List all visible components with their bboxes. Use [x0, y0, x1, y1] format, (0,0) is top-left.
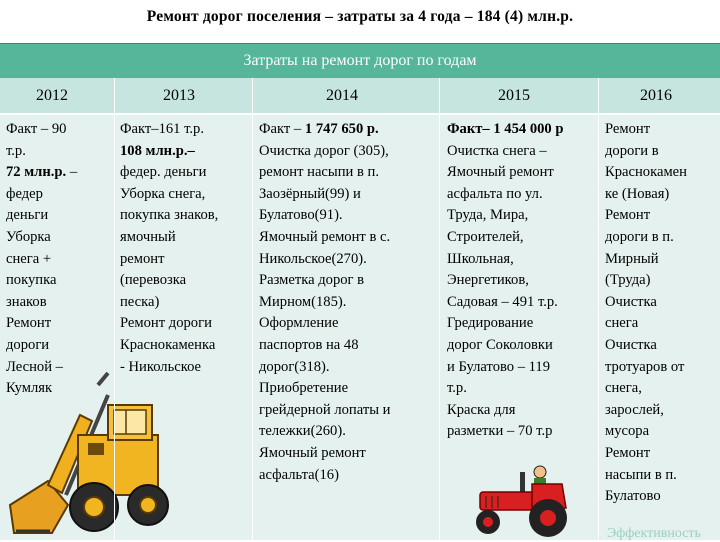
- cell-2016-text: Ремонт дороги в Краснокамен ке (Новая) Ремонт дороги в п. Мирный (Труда) Очистка снега Очистка тротуаров от снега, зарослей, мусора Ремонт насыпи в п. Булатово: [605, 121, 687, 505]
- column-divider-4: [598, 78, 599, 540]
- cell-2015-bold: Факт– 1 454 000 р: [447, 121, 564, 137]
- cell-2013: [120, 119, 218, 378]
- year-header-2012: 2012: [36, 87, 68, 104]
- cell-2014-text: Факт –: [259, 121, 305, 137]
- cell-2012-bold: 72 млн.р.: [6, 164, 67, 181]
- column-divider-3: [439, 78, 440, 540]
- year-header-2016: 2016: [640, 87, 672, 104]
- year-header-row: [0, 78, 720, 113]
- column-divider-1: [114, 78, 115, 540]
- header-banner: [0, 43, 720, 80]
- cell-2013-text: Факт–161 т.р.: [120, 121, 204, 137]
- cell-2013-bold: 108 млн.р.–: [120, 142, 195, 159]
- cell-2015: [447, 119, 564, 443]
- cell-2014: [259, 119, 390, 486]
- cell-2012-text: Факт – 90 т.р.: [6, 121, 67, 159]
- cell-2012-text2: – федер деньги Уборка снега + покупка знаков Ремонт дороги Лесной – Кумляк: [6, 164, 78, 397]
- year-header-2013: 2013: [163, 87, 195, 104]
- banner-title: Затраты на ремонт дорог по годам: [243, 52, 477, 69]
- year-header-2014: 2014: [326, 87, 358, 104]
- slide-title: Ремонт дорог поселения – затраты за 4 года – 184 (4) млн.р.: [146, 8, 574, 25]
- cell-2016: [605, 119, 687, 508]
- red-tractor-illustration: [462, 462, 572, 540]
- row-divider: [0, 113, 720, 115]
- column-divider-2: [252, 78, 253, 540]
- cell-2013-text2: федер. деньги Уборка снега, покупка знаков, ямочный ремонт (перевозка песка) Ремонт дороги Краснокаменка - Никольское: [120, 164, 219, 375]
- cell-2015-text2: Очистка снега – Ямочный ремонт асфальта по ул. Труда, Мира, Строителей, Школьная, Энергетиков, Садовая – 491 т.р. Гредирование дорог Соколовки и Булатово – 119 т.р. Краска для разметки – 70 т.р: [447, 142, 558, 440]
- cell-2014-text2: Очистка дорог (305), ремонт насыпи в п. Заозёрный(99) и Булатово(91). Ямочный ремонт в с. Никольское(270). Разметка дорог в Мирном(185). Оформление паспортов на 48 дорог(318). Приобретение грейдерной лопаты и тележки(260). Ямочный ремонт асфальта(16): [259, 142, 391, 483]
- faded-footer-text: Эффективность: [607, 526, 701, 541]
- cell-2012: [6, 119, 77, 400]
- cell-2014-bold: 1 747 650 р.: [304, 121, 379, 137]
- year-header-2015: 2015: [498, 87, 530, 104]
